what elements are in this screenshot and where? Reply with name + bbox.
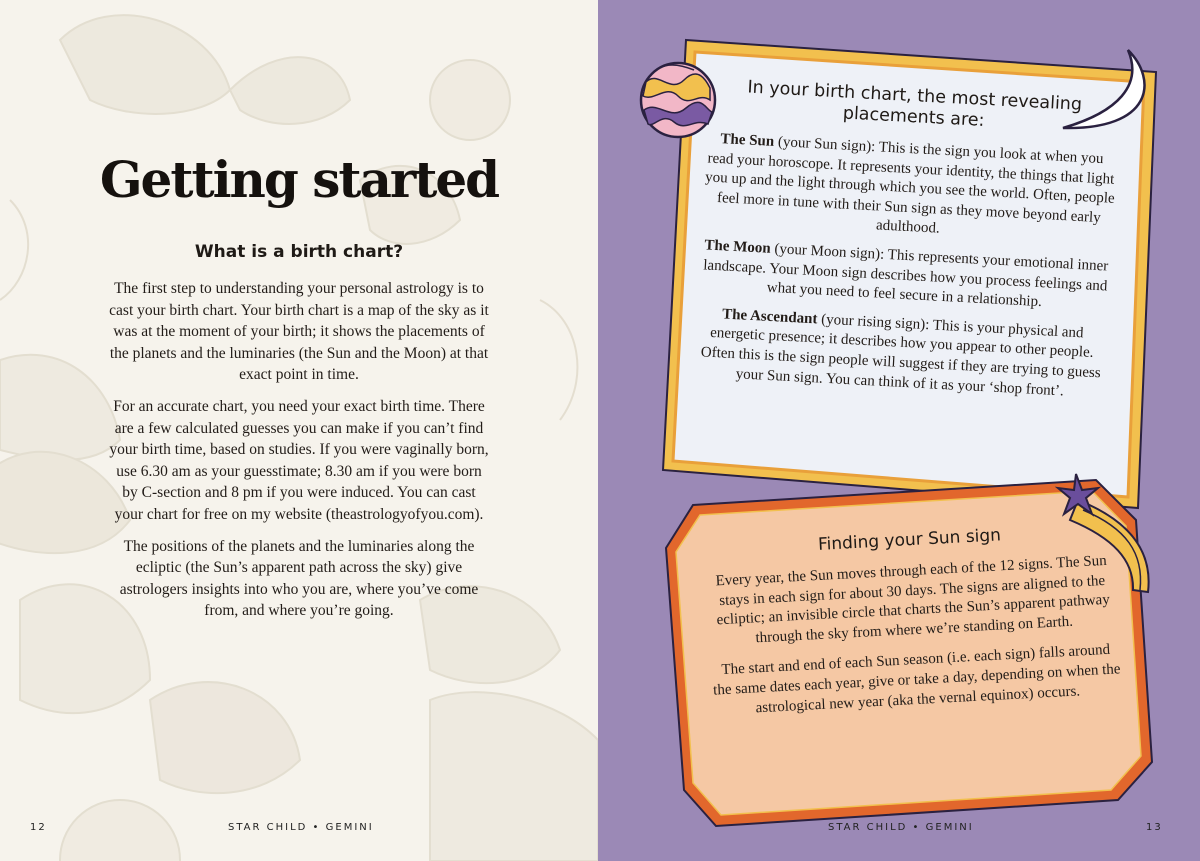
placement-sun bbox=[703, 129, 1118, 248]
term: The Moon bbox=[704, 237, 772, 257]
card-heading: In your birth chart, the most revealing placements are: bbox=[746, 77, 1083, 131]
term: The Sun bbox=[720, 131, 775, 150]
paragraph: Every year, the Sun moves through each of the 12 signs. The Sun stays in each sign for about 30 days. The signs are aligned to the ecliptic; an invisible circle that charts the Sun’s apparent pathway through the sky from where we’re standing on Earth. bbox=[715, 552, 1111, 647]
page-title: Getting started bbox=[99, 150, 499, 209]
placement-ascendant bbox=[694, 304, 1108, 404]
planet-icon bbox=[641, 63, 715, 137]
paragraph: The first step to understanding your personal astrology is to cast your birth chart. Your birth chart is a map of the sky as it was at the moment of your birth; it shows the placements of the planets and the luminaries (the Sun and the Moon) at that exact point in time. bbox=[109, 280, 489, 384]
definition: (your Moon sign): This represents your emotional inner landscape. Your Moon sign describes how you process feelings and what you need to feel secure in a relationship. bbox=[702, 240, 1109, 311]
paragraph: The positions of the planets and the luminaries along the ecliptic (the Sun’s apparent path across the sky) give astrologers insights into who you are, where you’ve come from, and where you’re going. bbox=[119, 537, 479, 620]
definition: (your Sun sign): This is the sign you look at when you read your horoscope. It represents your identity, the things that light you up and the light through which you see the world. Often, people feel more in tune with their Sun sign as they move beyond early adulthood. bbox=[704, 133, 1116, 238]
page-number: 12 bbox=[30, 822, 47, 833]
placement-moon bbox=[699, 236, 1112, 316]
card-body bbox=[707, 551, 1122, 720]
section-heading: What is a birth chart? bbox=[194, 242, 404, 262]
sun-sign-card bbox=[705, 519, 1122, 731]
body-text bbox=[108, 278, 490, 632]
placements-list bbox=[694, 129, 1117, 403]
right-page bbox=[598, 0, 1200, 861]
card-heading: Finding your Sun sign bbox=[817, 525, 1002, 555]
paragraph: For an accurate chart, you need your exact birth time. There are a few calculated guesses you can make if you can’t find your birth time, based on studies. If you were vaginally born, use 6.30 am as your guesstimate; 8.30 am if you were born by C-section and 8 pm if you were induced. You can cast your chart for free on my website (theastrologyofyou.com). bbox=[109, 397, 489, 523]
paragraph: The start and end of each Sun season (i.e. each sign) falls around the same dates each year, give or take a day, depending on when the astrological new year (aka the vernal equinox) occurs. bbox=[712, 642, 1121, 716]
term: The Ascendant bbox=[721, 306, 818, 328]
running-footer: STAR CHILD • GEMINI bbox=[228, 822, 374, 833]
page-number: 13 bbox=[1146, 822, 1163, 833]
left-page bbox=[0, 0, 598, 861]
definition: (your rising sign): This is your physical and energetic presence; it describes how you appear to other people. Often this is the sign people will suggest if they are trying to guess your Sun sign. You can think of it as your ‘shop front’. bbox=[700, 311, 1102, 399]
placements-card bbox=[694, 75, 1120, 412]
running-footer: STAR CHILD • GEMINI bbox=[828, 822, 974, 833]
